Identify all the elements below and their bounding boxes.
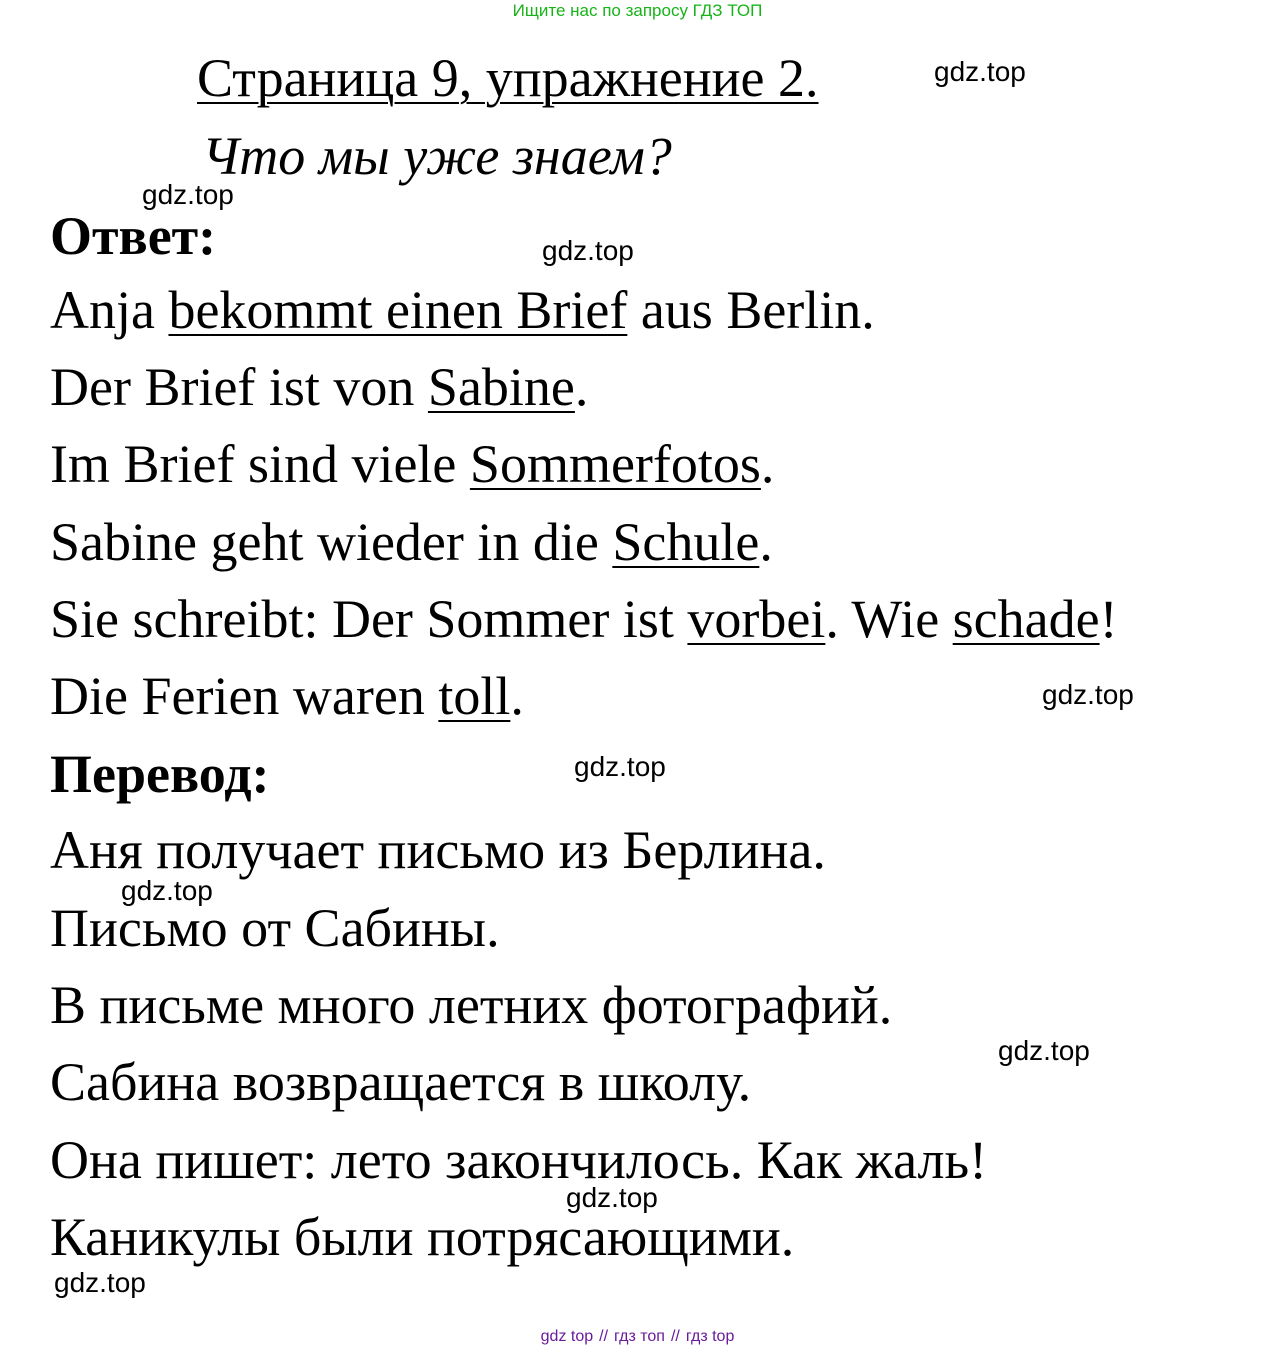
underlined-answer: toll: [438, 666, 511, 726]
answer-line: [50, 664, 524, 728]
watermark-text: gdz.top: [1042, 679, 1134, 710]
answer-line: [50, 510, 773, 574]
sentence-text: Sie schreibt: Der Sommer ist: [50, 589, 688, 649]
answer-line: [50, 587, 1118, 651]
watermark-text: gdz.top: [142, 179, 234, 210]
footer-separator: //: [599, 1328, 609, 1345]
sentence-text: Der Brief ist von: [50, 357, 428, 417]
translation-line: Аня получает письмо из Берлина.: [50, 820, 826, 880]
underlined-answer: Schule: [612, 512, 760, 572]
watermark-text: gdz.top: [574, 751, 666, 782]
sentence-text: .: [760, 434, 775, 494]
footer-links: [0, 1326, 1275, 1348]
watermark-text: gdz.top: [998, 1035, 1090, 1066]
translation-line: Каникулы были потрясающими.: [50, 1207, 795, 1267]
watermark-text: gdz.top: [934, 56, 1026, 87]
answer-line: [50, 432, 774, 496]
footer-link[interactable]: gdz top: [540, 1328, 594, 1345]
translation-line: Она пишет: лето закончилось. Как жаль!: [50, 1130, 988, 1190]
underlined-answer: vorbei: [687, 589, 826, 649]
footer-separator: //: [670, 1328, 680, 1345]
underlined-answer: schade: [952, 589, 1100, 649]
sentence-text: Anja: [50, 280, 169, 340]
translation-line: Письмо от Сабины.: [50, 898, 500, 958]
answer-line: [50, 278, 875, 342]
translation-heading: Перевод:: [50, 744, 270, 804]
translation-line: Сабина возвращается в школу.: [50, 1052, 752, 1112]
watermark-text: gdz.top: [566, 1182, 658, 1213]
sentence-text: .: [574, 357, 589, 417]
watermark-text: gdz.top: [54, 1267, 146, 1298]
answer-heading: Ответ:: [50, 206, 217, 266]
sentence-text: Im Brief sind viele: [50, 434, 470, 494]
page-subtitle: Что мы уже знаем?: [202, 126, 672, 186]
underlined-answer: bekommt einen Brief: [168, 280, 628, 340]
sentence-text: . Wie: [825, 589, 953, 649]
sentence-text: .: [510, 666, 524, 726]
footer-link[interactable]: гдз топ: [614, 1328, 665, 1345]
sentence-text: .: [759, 512, 773, 572]
watermark-text: gdz.top: [121, 875, 213, 906]
underlined-answer: Sommerfotos: [469, 434, 761, 494]
answer-line: [50, 355, 588, 419]
page-title: Страница 9, упражнение 2.: [197, 48, 819, 108]
sentence-text: !: [1099, 589, 1118, 649]
translation-line: В письме много летних фотографий.: [50, 975, 893, 1035]
sentence-text: Die Ferien waren: [50, 666, 439, 726]
underlined-answer: Sabine: [427, 357, 575, 417]
footer-link[interactable]: гдз top: [685, 1328, 735, 1345]
watermark-text: gdz.top: [542, 235, 634, 266]
top-banner[interactable]: Ищите нас по запросу ГДЗ ТОП: [512, 1, 763, 20]
sentence-text: Sabine geht wieder in die: [50, 512, 613, 572]
sentence-text: aus Berlin.: [627, 280, 875, 340]
